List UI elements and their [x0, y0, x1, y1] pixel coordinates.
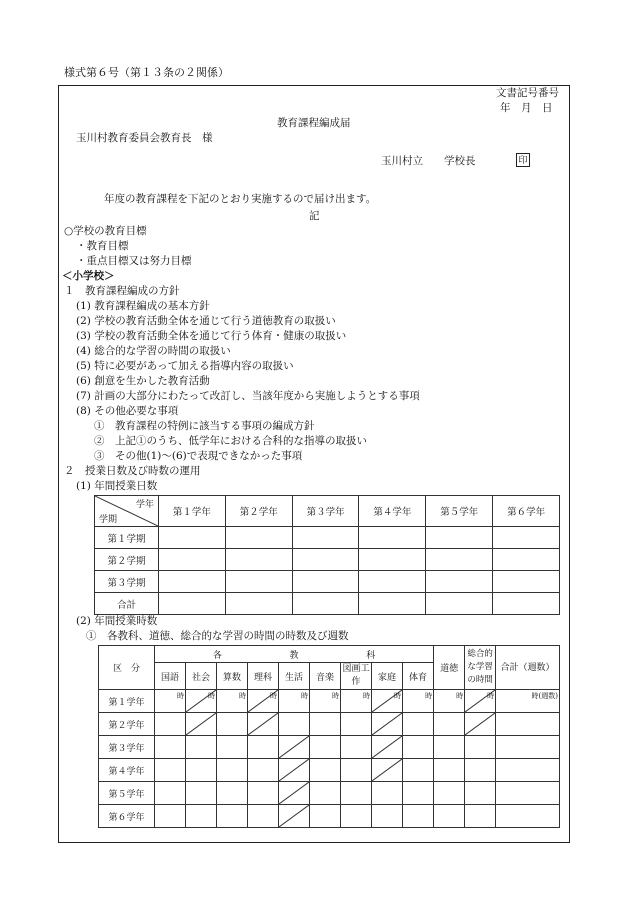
s1-subitem: ① 教育課程の特例に該当する事項の編成方針	[94, 420, 315, 432]
day-cell[interactable]	[292, 527, 359, 549]
unit-label: 時	[363, 692, 370, 700]
hours-cell[interactable]	[403, 782, 434, 805]
crossed-cell	[372, 713, 403, 736]
crossed-cell	[372, 759, 403, 782]
day-cell[interactable]	[292, 593, 359, 615]
intro-text: 年度の教育課程を下記のとおり実施するので届け出ます。	[104, 193, 377, 205]
hours-cell[interactable]	[403, 690, 434, 713]
hours-cell[interactable]	[465, 805, 496, 828]
col-header: 第３学年	[292, 496, 359, 527]
hours-cell[interactable]	[248, 805, 279, 828]
unit-label: 時	[332, 692, 339, 700]
total-cell[interactable]	[496, 782, 560, 805]
goal-item: ・重点目標又は努力目標	[76, 255, 192, 267]
s1-item: (8) その他必要な事項	[76, 405, 179, 417]
hours-cell[interactable]	[217, 713, 248, 736]
unit-label: 時	[270, 692, 277, 700]
corner-bottom-label: 学期	[99, 515, 118, 525]
hours-cell[interactable]	[217, 759, 248, 782]
document-title: 教育課程編成届	[277, 117, 351, 129]
crossed-cell	[186, 713, 217, 736]
table-row	[95, 593, 560, 615]
s1-item: (7) 計画の大部分にわたって改訂し、当該年度から実施しようとする事項	[76, 390, 420, 402]
hours-cell[interactable]	[341, 713, 372, 736]
table-row	[99, 690, 560, 713]
subject-header: 生活	[279, 663, 310, 690]
hours-cell[interactable]	[155, 736, 186, 759]
hours-cell[interactable]	[465, 759, 496, 782]
hours-cell[interactable]	[434, 690, 465, 713]
day-cell[interactable]	[159, 593, 226, 615]
table-row	[99, 759, 560, 782]
doc-number-label: 文書記号番号	[496, 87, 559, 99]
day-cell[interactable]	[426, 527, 493, 549]
ki-label: 記	[309, 210, 320, 222]
hours-cell[interactable]	[310, 759, 341, 782]
col-header: 第６学年	[493, 496, 560, 527]
hours-cell[interactable]	[341, 782, 372, 805]
col-header: 第５学年	[426, 496, 493, 527]
hours-cell[interactable]	[465, 782, 496, 805]
day-cell[interactable]	[426, 593, 493, 615]
total-cell[interactable]	[496, 713, 560, 736]
table-row	[99, 736, 560, 759]
subject-header: 社会	[186, 663, 217, 690]
day-cell[interactable]	[493, 527, 560, 549]
hours-cell[interactable]	[310, 690, 341, 713]
crossed-cell	[465, 690, 496, 713]
subject-header: 図画工作	[341, 663, 372, 690]
total-header: 合計（週数）	[496, 646, 560, 690]
day-cell[interactable]	[493, 549, 560, 571]
row-header: 合計	[95, 593, 159, 615]
day-cell[interactable]	[159, 571, 226, 593]
crossed-cell	[372, 736, 403, 759]
hours-cell[interactable]	[341, 805, 372, 828]
corner-top-label: 学年	[135, 500, 154, 510]
group-char: 科	[366, 650, 376, 661]
crossed-cell	[372, 690, 403, 713]
hours-cell[interactable]	[465, 736, 496, 759]
s1-subitem: ③ その他(1)～(6)で表現できなかった事項	[94, 450, 303, 462]
table-row	[95, 549, 560, 571]
table-row	[95, 571, 560, 593]
table-row	[99, 782, 560, 805]
day-cell[interactable]	[225, 571, 292, 593]
unit-total-label: 時(週数)	[531, 692, 558, 700]
hours-cell[interactable]	[186, 759, 217, 782]
hours-cell[interactable]	[434, 782, 465, 805]
col-header: 第２学年	[225, 496, 292, 527]
hours-cell[interactable]	[155, 782, 186, 805]
s1-item: (3) 学校の教育活動全体を通じて行う体育・健康の取扱い	[76, 330, 347, 342]
day-cell[interactable]	[225, 527, 292, 549]
hours-cell[interactable]	[279, 713, 310, 736]
crossed-cell	[279, 805, 310, 828]
crossed-cell	[465, 713, 496, 736]
hours-cell[interactable]	[217, 805, 248, 828]
crossed-cell	[279, 782, 310, 805]
hours-cell[interactable]	[310, 805, 341, 828]
crossed-cell	[279, 759, 310, 782]
unit-label: 時	[456, 692, 464, 700]
hours-cell[interactable]	[372, 805, 403, 828]
subject-header: 家庭	[372, 663, 403, 690]
day-cell[interactable]	[426, 571, 493, 593]
hours-cell[interactable]	[341, 690, 372, 713]
grade-row-header: 第４学年	[99, 759, 155, 782]
s1-subitem: ② 上記①のうち、低学年における合科的な指導の取扱い	[94, 435, 367, 447]
unit-label: 時	[425, 692, 433, 700]
row-header: 第２学期	[95, 549, 159, 571]
day-cell[interactable]	[159, 527, 226, 549]
grade-row-header: 第５学年	[99, 782, 155, 805]
col-header: 第４学年	[359, 496, 426, 527]
hours-cell[interactable]	[434, 805, 465, 828]
group-char: 教	[289, 650, 299, 661]
doutoku-header: 道徳	[434, 646, 465, 690]
hours-cell[interactable]	[403, 805, 434, 828]
unit-label: 時	[239, 692, 246, 700]
s2-heading: ２ 授業日数及び時数の運用	[64, 465, 201, 477]
hours-cell[interactable]	[248, 782, 279, 805]
unit-label: 時	[487, 692, 495, 700]
s1-item: (4) 総合的な学習の時間の取扱い	[76, 345, 231, 357]
day-cell[interactable]	[359, 593, 426, 615]
seal-stamp: 印	[516, 153, 530, 167]
grade-row-header: 第１学年	[99, 690, 155, 713]
hours-cell[interactable]	[403, 736, 434, 759]
total-cell[interactable]	[496, 736, 560, 759]
hours-cell[interactable]	[310, 736, 341, 759]
hours-cell[interactable]	[248, 736, 279, 759]
hours-cell[interactable]	[217, 782, 248, 805]
s2-sub1: (1) 年間授業日数	[76, 480, 158, 492]
subject-header: 体育	[403, 663, 434, 690]
day-cell[interactable]	[493, 593, 560, 615]
day-cell[interactable]	[359, 527, 426, 549]
s1-item: (6) 創意を生かした教育活動	[76, 375, 210, 387]
grade-row-header: 第３学年	[99, 736, 155, 759]
row-header: 第１学期	[95, 527, 159, 549]
hours-cell[interactable]	[186, 736, 217, 759]
unit-label: 時	[301, 692, 308, 700]
day-cell[interactable]	[225, 593, 292, 615]
hours-cell[interactable]	[186, 782, 217, 805]
hours-cell[interactable]	[217, 736, 248, 759]
table-row	[95, 527, 560, 549]
hours-cell[interactable]	[434, 736, 465, 759]
unit-label: 時	[177, 692, 184, 700]
crossed-cell	[186, 690, 217, 713]
hours-cell[interactable]	[248, 759, 279, 782]
group-char: 各	[212, 650, 222, 661]
subject-header: 国語	[155, 663, 186, 690]
day-cell[interactable]	[159, 549, 226, 571]
crossed-cell	[248, 690, 279, 713]
row-header: 第３学期	[95, 571, 159, 593]
hours-cell[interactable]	[341, 736, 372, 759]
day-cell[interactable]	[292, 571, 359, 593]
s2-sub2: (2) 年間授業時数	[76, 615, 158, 627]
day-cell[interactable]	[359, 549, 426, 571]
hours-cell[interactable]	[403, 759, 434, 782]
crossed-cell	[279, 736, 310, 759]
s1-heading: １ 教育課程編成の方針	[64, 285, 180, 297]
kubun-header: 区 分	[99, 646, 155, 690]
crossed-cell	[248, 713, 279, 736]
hours-cell[interactable]	[186, 805, 217, 828]
sender: 玉川村立 学校長	[381, 155, 476, 167]
hours-cell[interactable]	[310, 713, 341, 736]
goal-item: ・教育目標	[76, 240, 129, 252]
total-cell[interactable]	[496, 805, 560, 828]
annual-days-table	[94, 495, 560, 615]
day-cell[interactable]	[225, 549, 292, 571]
goals-heading: ○学校の教育目標	[64, 225, 147, 237]
col-header: 第１学年	[159, 496, 226, 527]
day-cell[interactable]	[292, 549, 359, 571]
hours-cell[interactable]	[372, 782, 403, 805]
corner-cell	[95, 496, 159, 527]
sougou-header: 総合的な学習の時間	[465, 646, 496, 690]
hours-cell[interactable]	[434, 713, 465, 736]
hours-cell[interactable]	[155, 759, 186, 782]
hours-cell[interactable]	[279, 690, 310, 713]
hours-cell[interactable]	[217, 690, 248, 713]
subject-header: 算数	[217, 663, 248, 690]
s1-item: (5) 特に必要があって加える指導内容の取扱い	[76, 360, 294, 372]
hours-cell[interactable]	[341, 759, 372, 782]
hours-cell[interactable]	[310, 782, 341, 805]
hours-cell[interactable]	[155, 690, 186, 713]
unit-label: 時	[394, 692, 401, 700]
day-cell[interactable]	[359, 571, 426, 593]
annual-hours-table	[98, 645, 560, 828]
grade-row-header: 第６学年	[99, 805, 155, 828]
hours-cell[interactable]	[155, 713, 186, 736]
grade-row-header: 第２学年	[99, 713, 155, 736]
total-cell[interactable]	[496, 759, 560, 782]
s1-item: (1) 教育課程編成の基本方針	[76, 300, 210, 312]
form-id: 様式第６号（第１３条の２関係）	[64, 66, 229, 79]
subject-header: 理科	[248, 663, 279, 690]
hours-cell[interactable]	[434, 759, 465, 782]
date-label: 年 月 日	[500, 102, 553, 114]
hours-cell[interactable]	[155, 805, 186, 828]
day-cell[interactable]	[493, 571, 560, 593]
s2-sub2-1: ① 各教科、道徳、総合的な学習の時間の時数及び週数	[86, 630, 349, 642]
addressee: 玉川村教育委員会教育長 様	[76, 132, 213, 144]
total-cell[interactable]	[496, 690, 560, 713]
day-cell[interactable]	[426, 549, 493, 571]
subjects-group-header	[155, 646, 434, 663]
hours-cell[interactable]	[403, 713, 434, 736]
section-label: ＜小学校＞	[62, 270, 115, 282]
unit-label: 時	[208, 692, 215, 700]
table-row	[99, 713, 560, 736]
subject-header: 音楽	[310, 663, 341, 690]
s1-item: (2) 学校の教育活動全体を通じて行う道徳教育の取扱い	[76, 315, 336, 327]
table-row	[99, 805, 560, 828]
